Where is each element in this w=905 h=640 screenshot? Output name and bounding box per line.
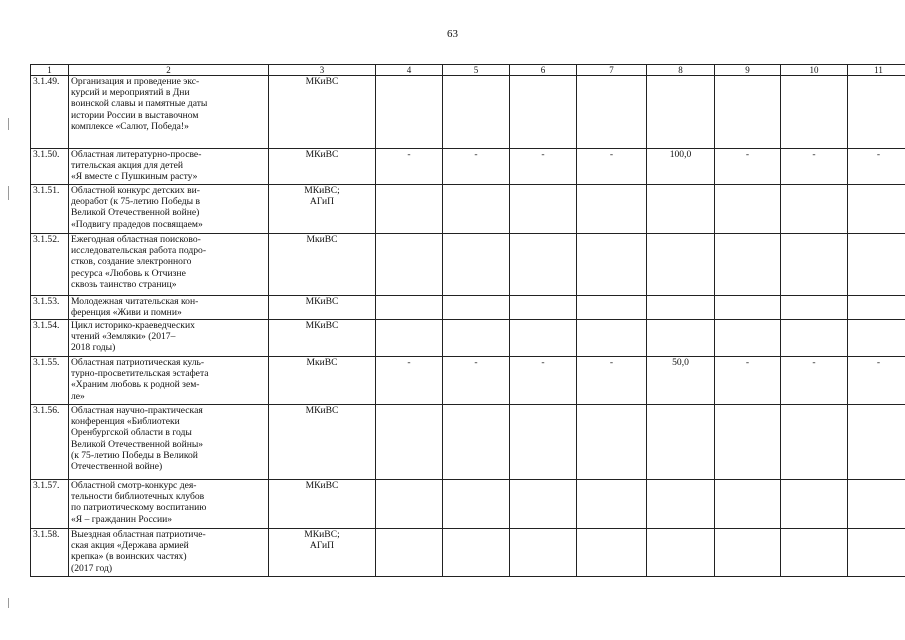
row-number-cell: 3.1.58. <box>31 529 69 577</box>
value-cell <box>577 76 647 149</box>
measure-name-cell: Областной смотр-конкурс дея- тельности библиотечных клубов по патриотическому воспитанию «Я – гражданин России» <box>69 480 269 529</box>
value-cell <box>376 234 443 296</box>
column-header: 10 <box>781 65 848 76</box>
executor-cell: МкиВС <box>269 234 376 296</box>
value-cell <box>443 320 510 357</box>
value-cell: - <box>715 357 781 405</box>
value-cell <box>848 320 905 357</box>
measure-name-cell: Областной конкурс детских ви- деоработ (к 75-летию Победы в Великой Отечественной войне) «Подвигу прадедов посвящаем» <box>69 185 269 234</box>
value-cell <box>443 76 510 149</box>
value-cell <box>715 529 781 577</box>
value-cell <box>647 76 715 149</box>
scan-artifact <box>8 186 9 200</box>
executor-cell: МКиВС; АГиП <box>269 185 376 234</box>
value-cell: - <box>443 149 510 185</box>
value-cell: 50,0 <box>647 357 715 405</box>
value-cell <box>510 76 577 149</box>
measure-name-cell: Областная научно-практическая конференция «Библиотеки Оренбургской области в годы Великой Отечественной войны» (к 75-летию Победы в Великой Отечественной войне) <box>69 405 269 480</box>
value-cell <box>715 185 781 234</box>
value-cell <box>781 405 848 480</box>
executor-cell: МКиВС <box>269 320 376 357</box>
row-number-cell: 3.1.49. <box>31 76 69 149</box>
measure-name-cell: Ежегодная областная поисково- исследовательская работа подро- стков, создание электронного ресурса «Любовь к Отчизне сквозь таинство страниц» <box>69 234 269 296</box>
executor-cell: МКиВС <box>269 405 376 480</box>
column-header: 3 <box>269 65 376 76</box>
measure-name-cell: Молодежная читательская кон- ференция «Живи и помни» <box>69 296 269 320</box>
value-cell <box>443 296 510 320</box>
value-cell <box>443 234 510 296</box>
column-header: 5 <box>443 65 510 76</box>
table-row <box>31 357 905 405</box>
table-row <box>31 149 905 185</box>
table-row <box>31 234 905 296</box>
executor-cell: МКиВС <box>269 480 376 529</box>
value-cell: - <box>443 357 510 405</box>
measure-name-cell: Областная литературно-просве- тительская акция для детей «Я вместе с Пушкиным расту» <box>69 149 269 185</box>
value-cell <box>443 480 510 529</box>
row-number-cell: 3.1.50. <box>31 149 69 185</box>
value-cell <box>376 405 443 480</box>
row-number-cell: 3.1.52. <box>31 234 69 296</box>
value-cell <box>715 76 781 149</box>
value-cell: - <box>848 149 905 185</box>
executor-cell: МкиВС <box>269 357 376 405</box>
measure-name-cell: Областная патриотическая куль- турно-просветительская эстафета «Храним любовь к родной зем- ле» <box>69 357 269 405</box>
value-cell: - <box>781 149 848 185</box>
value-cell <box>647 234 715 296</box>
value-cell: - <box>715 149 781 185</box>
value-cell <box>848 234 905 296</box>
value-cell <box>376 480 443 529</box>
value-cell <box>510 320 577 357</box>
column-header: 2 <box>69 65 269 76</box>
value-cell: - <box>781 357 848 405</box>
scan-artifact <box>8 118 9 130</box>
value-cell <box>715 480 781 529</box>
row-number-cell: 3.1.57. <box>31 480 69 529</box>
column-header: 9 <box>715 65 781 76</box>
column-header: 4 <box>376 65 443 76</box>
value-cell <box>443 529 510 577</box>
table-row <box>31 76 905 149</box>
table-row <box>31 529 905 577</box>
value-cell <box>848 296 905 320</box>
row-number-cell: 3.1.56. <box>31 405 69 480</box>
scan-artifact <box>8 598 9 608</box>
value-cell: - <box>848 357 905 405</box>
value-cell: 100,0 <box>647 149 715 185</box>
value-cell: - <box>510 149 577 185</box>
table-header-row <box>31 65 905 76</box>
value-cell <box>376 76 443 149</box>
executor-cell: МКиВС <box>269 296 376 320</box>
table-row <box>31 185 905 234</box>
executor-cell: МКиВС <box>269 149 376 185</box>
value-cell <box>510 480 577 529</box>
value-cell <box>577 529 647 577</box>
value-cell <box>715 234 781 296</box>
value-cell <box>647 529 715 577</box>
value-cell <box>715 405 781 480</box>
value-cell: - <box>577 357 647 405</box>
value-cell: - <box>376 149 443 185</box>
value-cell <box>510 296 577 320</box>
value-cell <box>577 296 647 320</box>
executor-cell: МКиВС <box>269 76 376 149</box>
value-cell <box>510 529 577 577</box>
value-cell <box>376 529 443 577</box>
value-cell <box>647 320 715 357</box>
table-row <box>31 405 905 480</box>
value-cell <box>647 480 715 529</box>
measure-name-cell: Организация и проведение экс- курсий и мероприятий в Дни воинской славы и памятные даты истории России в выставочном комплексе «Салют, Победа!» <box>69 76 269 149</box>
value-cell: - <box>510 357 577 405</box>
value-cell <box>577 320 647 357</box>
value-cell <box>715 320 781 357</box>
value-cell <box>848 480 905 529</box>
value-cell <box>510 405 577 480</box>
value-cell <box>443 185 510 234</box>
value-cell <box>376 320 443 357</box>
value-cell <box>781 76 848 149</box>
value-cell <box>577 405 647 480</box>
data-table <box>30 64 905 577</box>
measure-name-cell: Выездная областная патриотиче- ская акция «Держава армией крепка» (в воинских частях) (2017 год) <box>69 529 269 577</box>
row-number-cell: 3.1.51. <box>31 185 69 234</box>
table-row <box>31 480 905 529</box>
value-cell <box>715 296 781 320</box>
value-cell <box>376 185 443 234</box>
value-cell <box>781 185 848 234</box>
column-header: 6 <box>510 65 577 76</box>
value-cell <box>848 76 905 149</box>
value-cell <box>647 296 715 320</box>
value-cell <box>781 320 848 357</box>
value-cell <box>848 185 905 234</box>
value-cell <box>781 529 848 577</box>
value-cell <box>443 405 510 480</box>
page-number: 63 <box>447 28 458 40</box>
executor-cell: МКиВС; АГиП <box>269 529 376 577</box>
value-cell <box>647 405 715 480</box>
value-cell <box>781 480 848 529</box>
value-cell <box>848 529 905 577</box>
value-cell: - <box>577 149 647 185</box>
value-cell <box>577 185 647 234</box>
value-cell <box>848 405 905 480</box>
row-number-cell: 3.1.53. <box>31 296 69 320</box>
value-cell <box>781 234 848 296</box>
value-cell <box>577 234 647 296</box>
value-cell <box>647 185 715 234</box>
value-cell: - <box>376 357 443 405</box>
table-row <box>31 320 905 357</box>
column-header: 11 <box>848 65 905 76</box>
measure-name-cell: Цикл историко-краеведческих чтений «Земляки» (2017– 2018 годы) <box>69 320 269 357</box>
table-row <box>31 296 905 320</box>
row-number-cell: 3.1.54. <box>31 320 69 357</box>
row-number-cell: 3.1.55. <box>31 357 69 405</box>
value-cell <box>376 296 443 320</box>
value-cell <box>577 480 647 529</box>
column-header: 7 <box>577 65 647 76</box>
column-header: 8 <box>647 65 715 76</box>
value-cell <box>510 185 577 234</box>
column-header: 1 <box>31 65 69 76</box>
value-cell <box>781 296 848 320</box>
value-cell <box>510 234 577 296</box>
